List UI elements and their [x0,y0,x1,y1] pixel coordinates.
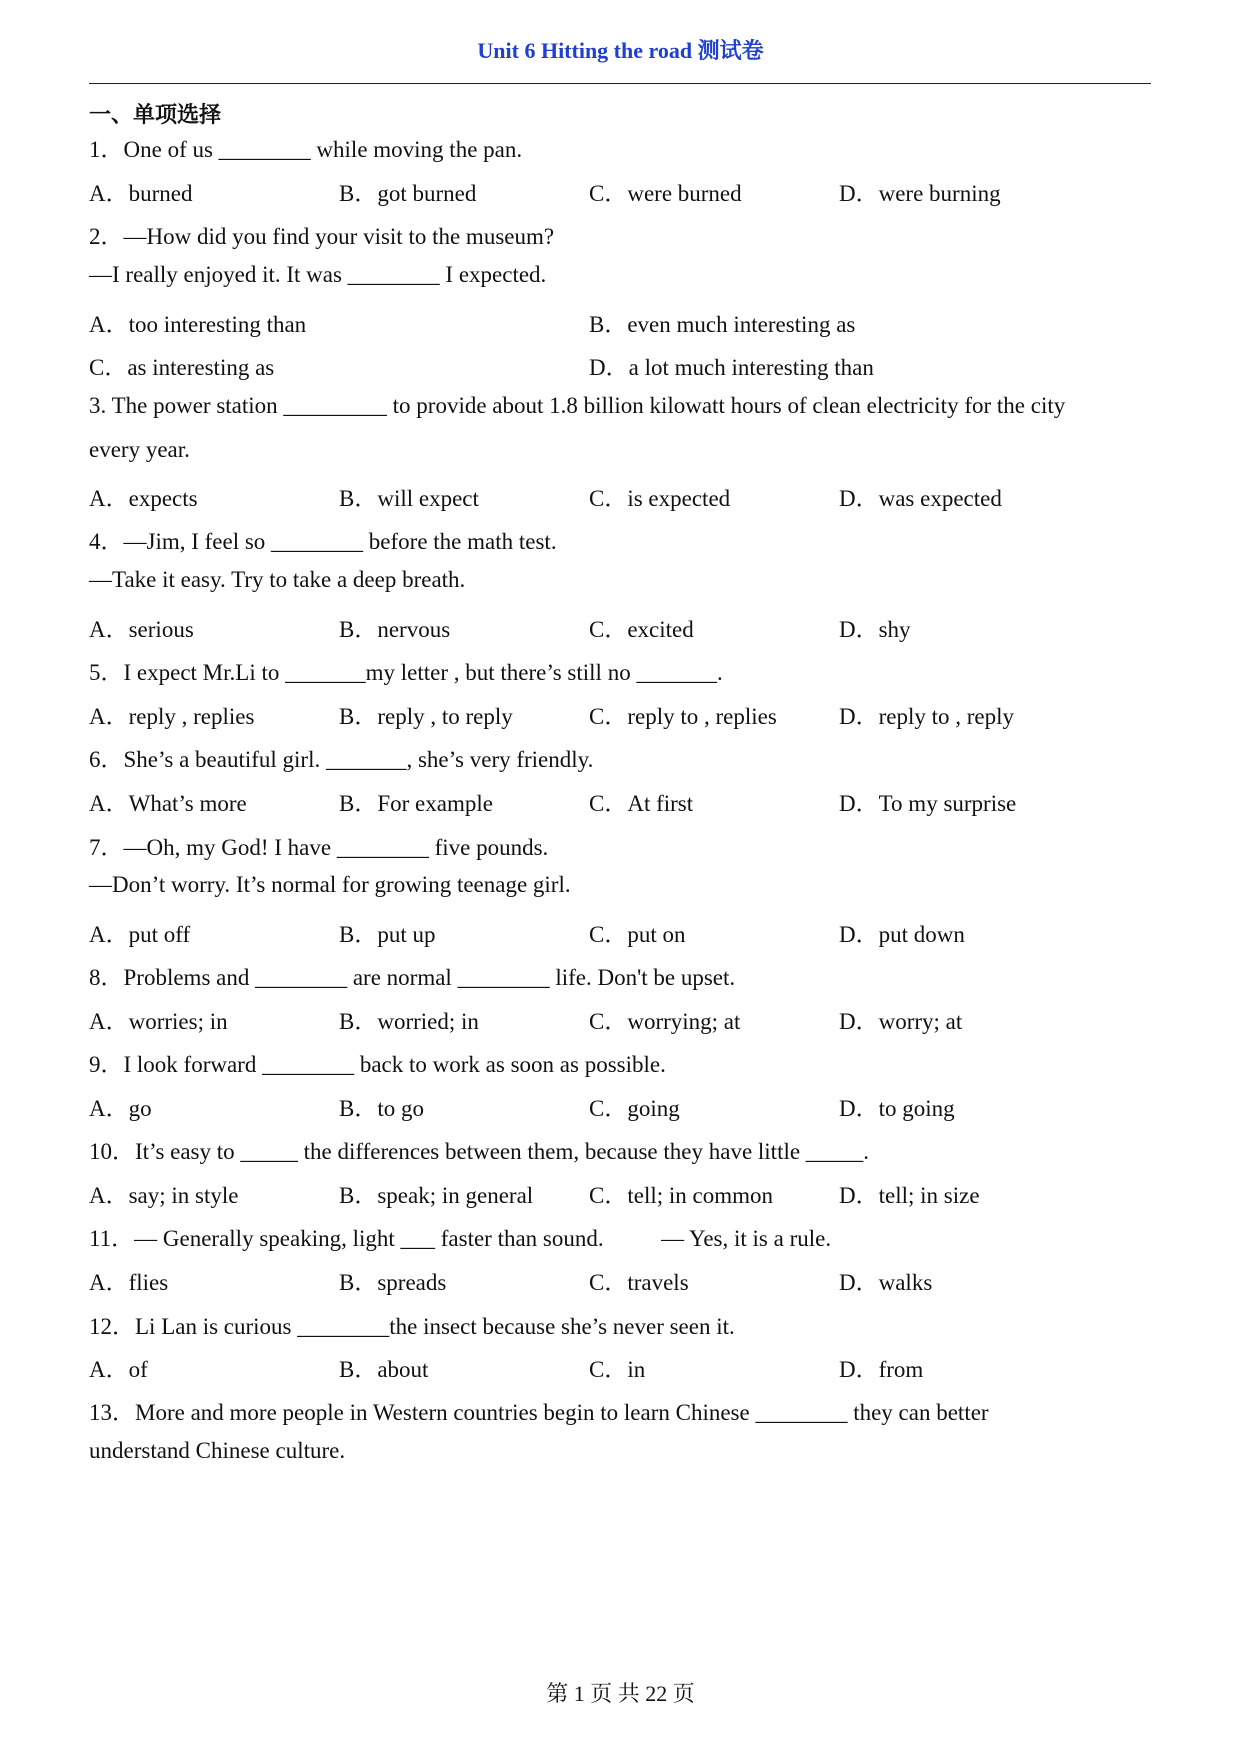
question-7-option-b: B．put up [339,922,436,947]
question-11-option-c: C．travels [589,1270,689,1295]
question-3-stem-line2: every year. [89,437,190,462]
question-9-option-d: D．to going [839,1096,955,1121]
question-7-stem-line2: —Don’t worry. It’s normal for growing teenage girl. [89,872,571,897]
question-12-option-d: D．from [839,1357,924,1382]
question-10-option-b: B．speak; in general [339,1183,534,1208]
question-2-option-b: B．even much interesting as [589,312,856,337]
question-7-option-d: D．put down [839,922,965,947]
question-3-option-b: B．will expect [339,486,479,511]
question-4-option-a: A．serious [89,617,194,642]
question-13-stem-line2: understand Chinese culture. [89,1438,346,1463]
question-8-option-c: C．worrying; at [589,1009,741,1034]
page-number: 第 1 页 共 22 页 [546,1681,695,1706]
question-5-option-c: C．reply to , replies [589,704,777,729]
question-12-option-c: C．in [589,1357,646,1382]
question-12-option-b: B．about [339,1357,429,1382]
question-12-stem: 12．Li Lan is curious ________the insect because she’s never seen it. [89,1314,735,1339]
question-5-stem: 5．I expect Mr.Li to _______my letter , but there’s still no _______. [89,660,723,685]
header-divider [89,83,1151,84]
question-5-option-d: D．reply to , reply [839,704,1015,729]
question-10-option-a: A．say; in style [89,1183,239,1208]
question-1-option-d: D．were burning [839,181,1001,206]
question-2-option-c: C．as interesting as [89,355,275,380]
question-8-option-d: D．worry; at [839,1009,963,1034]
question-10-option-d: D．tell; in size [839,1183,980,1208]
question-9-stem: 9．I look forward ________ back to work as soon as possible. [89,1052,666,1077]
question-1-option-c: C．were burned [589,181,742,206]
question-7-option-a: A．put off [89,922,191,947]
question-4-option-d: D．shy [839,617,911,642]
question-7-stem: 7．—Oh, my God! I have ________ five pounds. [89,835,549,860]
question-8-stem: 8．Problems and ________ are normal ________ life. Don't be upset. [89,965,736,990]
question-3-option-a: A．expects [89,486,198,511]
question-8-option-b: B．worried; in [339,1009,479,1034]
question-1-option-a: A．burned [89,181,193,206]
question-6-option-a: A．What’s more [89,791,247,816]
question-6-option-d: D．To my surprise [839,791,1017,816]
question-1-stem: 1．One of us ________ while moving the pan. [89,137,523,162]
question-13-stem: 13．More and more people in Western countries begin to learn Chinese ________ they can better [89,1400,989,1425]
question-2-stem-line2: —I really enjoyed it. It was ________ I expected. [89,262,547,287]
question-10-option-c: C．tell; in common [589,1183,773,1208]
question-3-option-c: C．is expected [589,486,731,511]
question-11-option-a: A．flies [89,1270,169,1295]
question-3-option-d: D．was expected [839,486,1002,511]
question-4-option-b: B．nervous [339,617,451,642]
section-heading: 一、单项选择 [89,103,222,128]
question-4-option-c: C．excited [589,617,694,642]
question-11-option-b: B．spreads [339,1270,447,1295]
question-10-stem: 10．It’s easy to _____ the differences between them, because they have little _____. [89,1139,870,1164]
question-7-option-c: C．put on [589,922,686,947]
question-2-option-a: A．too interesting than [89,312,307,337]
question-5-option-a: A．reply , replies [89,704,255,729]
question-1-option-b: B．got burned [339,181,477,206]
question-6-option-b: B．For example [339,791,493,816]
question-2-option-d: D．a lot much interesting than [589,355,874,380]
question-2-stem: 2．—How did you find your visit to the museum? [89,224,555,249]
question-6-stem: 6．She’s a beautiful girl. _______, she’s very friendly. [89,747,594,772]
question-6-option-c: C．At first [589,791,694,816]
question-12-option-a: A．of [89,1357,148,1382]
question-11-stem: 11．— Generally speaking, light ___ faster than sound. — Yes, it is a rule. [89,1226,832,1251]
question-9-option-c: C．going [589,1096,680,1121]
question-3-stem: 3. The power station _________ to provide about 1.8 billion kilowatt hours of clean electricity for the city [89,393,1066,418]
document-title: Unit 6 Hitting the road 测试卷 [477,38,764,63]
question-4-stem-line2: —Take it easy. Try to take a deep breath. [89,567,466,592]
question-4-stem: 4．—Jim, I feel so ________ before the math test. [89,529,557,554]
question-11-option-d: D．walks [839,1270,933,1295]
question-9-option-a: A．go [89,1096,152,1121]
question-9-option-b: B．to go [339,1096,424,1121]
question-8-option-a: A．worries; in [89,1009,228,1034]
question-5-option-b: B．reply , to reply [339,704,513,729]
